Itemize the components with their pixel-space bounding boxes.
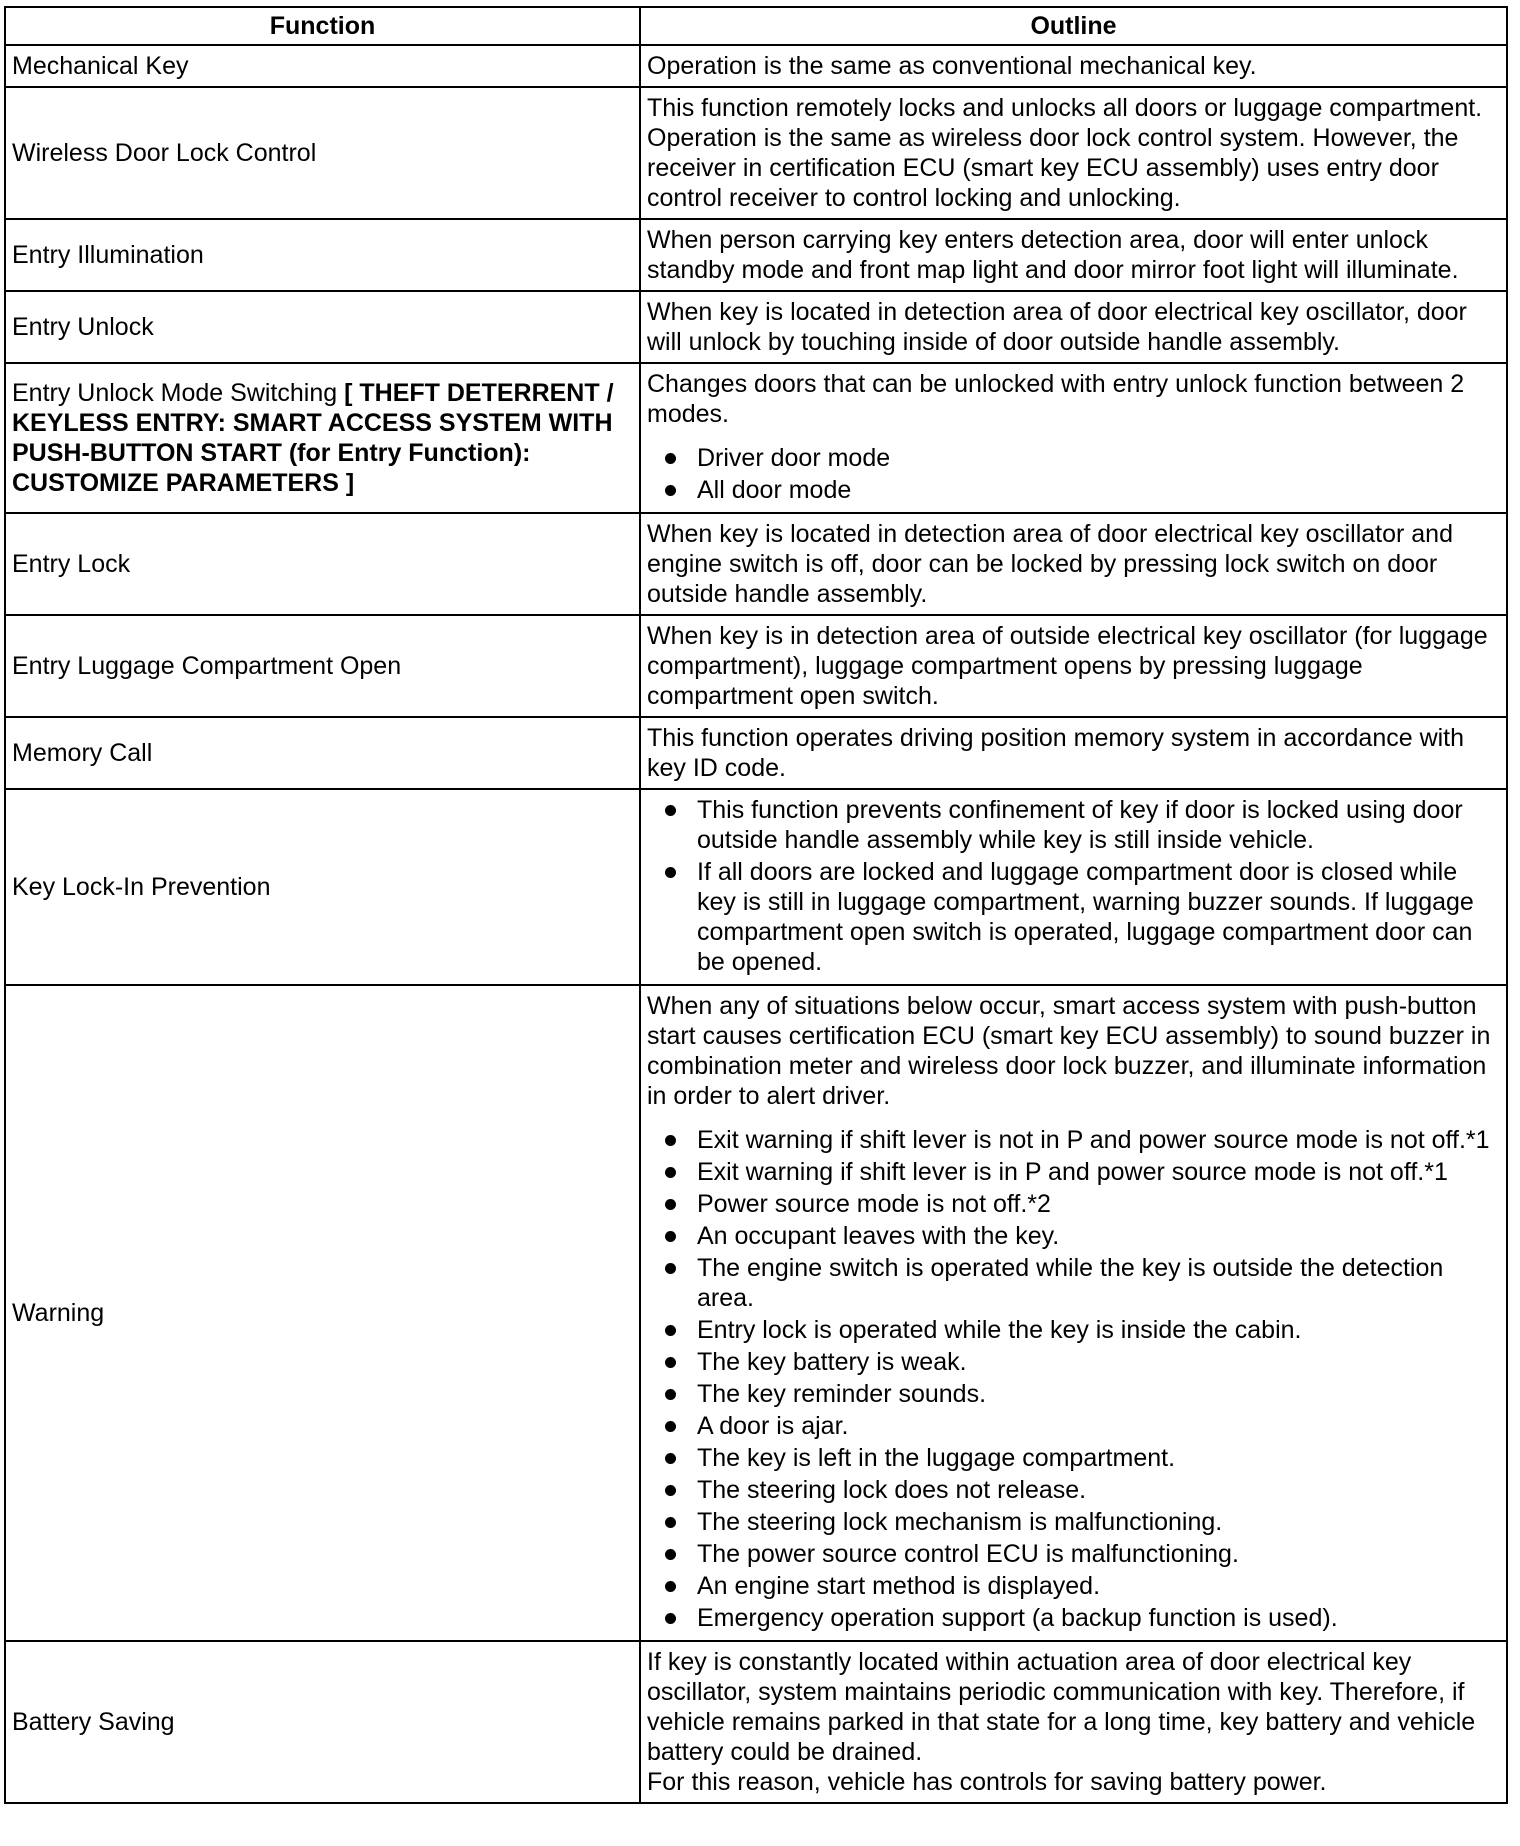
bullet-icon — [665, 1231, 676, 1242]
bullet-list — [647, 795, 1500, 977]
table-row — [5, 513, 1507, 615]
list-item-text: The steering lock mechanism is malfunctioning. — [697, 1508, 1223, 1536]
outline-text: This function operates driving position memory system in accordance with key ID code. — [647, 724, 1465, 782]
list-item — [647, 1315, 1500, 1345]
list-item — [647, 1253, 1500, 1313]
outline-text: Operation is the same as conventional mechanical key. — [647, 52, 1257, 80]
list-item — [647, 1603, 1500, 1633]
bullet-icon — [665, 805, 676, 816]
list-item-text: An occupant leaves with the key. — [697, 1222, 1060, 1250]
list-item-text: Exit warning if shift lever is not in P and power source mode is not off.*1 — [697, 1126, 1490, 1154]
outline-cell — [640, 513, 1507, 615]
outline-text: When key is located in detection area of door electrical key oscillator, door will unlock by touching inside of door outside handle assembly. — [647, 298, 1467, 356]
outline-cell — [640, 789, 1507, 985]
function-outline-table — [4, 6, 1508, 1804]
function-cell — [5, 363, 640, 513]
list-item-text: An engine start method is displayed. — [697, 1572, 1101, 1600]
outline-text-2: For this reason, vehicle has controls for saving battery power. — [647, 1768, 1327, 1796]
list-item — [647, 1189, 1500, 1219]
list-item-text: All door mode — [697, 476, 852, 504]
function-link-text[interactable]: [ THEFT DETERRENT / KEYLESS ENTRY: SMART ACCESS SYSTEM WITH PUSH-BUTTON START (for Entry Function): CUSTOMIZE PARAMETERS ] — [12, 379, 614, 497]
list-item — [647, 443, 1500, 473]
function-text: Entry Unlock Mode Switching — [12, 379, 345, 407]
list-item-text: Driver door mode — [697, 444, 891, 472]
list-item — [647, 1221, 1500, 1251]
table-row — [5, 45, 1507, 87]
outline-cell — [640, 985, 1507, 1641]
function-cell: Mechanical Key — [5, 45, 640, 87]
bullet-icon — [665, 1389, 676, 1400]
table-row — [5, 363, 1507, 513]
list-item-text: The engine switch is operated while the key is outside the detection area. — [697, 1254, 1444, 1312]
function-cell: Entry Unlock — [5, 291, 640, 363]
outline-cell — [640, 615, 1507, 717]
table-row — [5, 1641, 1507, 1803]
bullet-icon — [665, 1421, 676, 1432]
list-item — [647, 795, 1500, 855]
list-item-text: If all doors are locked and luggage compartment door is closed while key is still in luggage compartment, warning buzzer sounds. If luggage compartment open switch is operated, luggage compartment door can be opened. — [697, 858, 1474, 976]
bullet-icon — [665, 1549, 676, 1560]
outline-cell — [640, 45, 1507, 87]
bullet-icon — [665, 485, 676, 496]
list-item — [647, 857, 1500, 977]
outline-cell — [640, 717, 1507, 789]
function-cell: Key Lock-In Prevention — [5, 789, 640, 985]
list-item — [647, 1125, 1500, 1155]
list-item — [647, 1507, 1500, 1537]
outline-cell — [640, 1641, 1507, 1803]
list-item-text: The steering lock does not release. — [697, 1476, 1087, 1504]
table-row — [5, 789, 1507, 985]
outline-text: When key is located in detection area of door electrical key oscillator and engine switch is off, door can be locked by pressing lock switch on door outside handle assembly. — [647, 520, 1453, 608]
bullet-icon — [665, 1613, 676, 1624]
list-item-text: Entry lock is operated while the key is inside the cabin. — [697, 1316, 1302, 1344]
function-cell: Memory Call — [5, 717, 640, 789]
bullet-icon — [665, 1485, 676, 1496]
bullet-icon — [665, 1357, 676, 1368]
bullet-icon — [665, 1135, 676, 1146]
bullet-icon — [665, 1453, 676, 1464]
list-item — [647, 1347, 1500, 1377]
list-item-text: The key battery is weak. — [697, 1348, 967, 1376]
outline-text: Changes doors that can be unlocked with entry unlock function between 2 modes. — [647, 370, 1465, 428]
bullet-list — [647, 443, 1500, 505]
header-outline: Outline — [640, 7, 1507, 45]
table-row — [5, 615, 1507, 717]
list-item-text: The key reminder sounds. — [697, 1380, 987, 1408]
function-cell: Entry Lock — [5, 513, 640, 615]
list-item — [647, 1475, 1500, 1505]
list-item-text: Emergency operation support (a backup function is used). — [697, 1604, 1338, 1632]
outline-text: When any of situations below occur, smart access system with push-button start causes certification ECU (smart key ECU assembly) to sound buzzer in combination meter and wireless door lock buzzer, and illuminate information in order to alert driver. — [647, 992, 1491, 1110]
list-item-text: A door is ajar. — [697, 1412, 849, 1440]
header-function: Function — [5, 7, 640, 45]
outline-cell — [640, 363, 1507, 513]
list-item — [647, 475, 1500, 505]
outline-cell — [640, 219, 1507, 291]
function-cell: Wireless Door Lock Control — [5, 87, 640, 219]
table-row — [5, 717, 1507, 789]
function-cell: Entry Luggage Compartment Open — [5, 615, 640, 717]
outline-cell — [640, 87, 1507, 219]
bullet-list — [647, 1125, 1500, 1633]
list-item-text: This function prevents confinement of key if door is locked using door outside handle assembly while key is still inside vehicle. — [697, 796, 1463, 854]
function-cell: Battery Saving — [5, 1641, 640, 1803]
outline-text: This function remotely locks and unlocks all doors or luggage compartment. Operation is the same as wireless door lock control system. However, the receiver in certification ECU (smart key ECU assembly) uses entry door control receiver to control locking and unlocking. — [647, 94, 1483, 212]
function-cell: Warning — [5, 985, 640, 1641]
list-item — [647, 1443, 1500, 1473]
table-row — [5, 87, 1507, 219]
list-item — [647, 1571, 1500, 1601]
table-row — [5, 985, 1507, 1641]
bullet-icon — [665, 1167, 676, 1178]
bullet-icon — [665, 1581, 676, 1592]
bullet-icon — [665, 867, 676, 878]
list-item — [647, 1539, 1500, 1569]
table-row — [5, 219, 1507, 291]
outline-cell — [640, 291, 1507, 363]
bullet-icon — [665, 1325, 676, 1336]
bullet-icon — [665, 1263, 676, 1274]
table-row — [5, 291, 1507, 363]
bullet-icon — [665, 453, 676, 464]
function-cell: Entry Illumination — [5, 219, 640, 291]
list-item-text: Power source mode is not off.*2 — [697, 1190, 1051, 1218]
header-row — [5, 7, 1507, 45]
list-item — [647, 1411, 1500, 1441]
list-item-text: Exit warning if shift lever is in P and power source mode is not off.*1 — [697, 1158, 1448, 1186]
list-item-text: The power source control ECU is malfunctioning. — [697, 1540, 1239, 1568]
list-item — [647, 1157, 1500, 1187]
list-item-text: The key is left in the luggage compartment. — [697, 1444, 1176, 1472]
list-item — [647, 1379, 1500, 1409]
outline-text: If key is constantly located within actuation area of door electrical key oscillator, system maintains periodic communication with key. Therefore, if vehicle remains parked in that state for a long time, key battery and vehicle battery could be drained. — [647, 1648, 1476, 1766]
outline-text: When key is in detection area of outside electrical key oscillator (for luggage compartment), luggage compartment opens by pressing luggage compartment open switch. — [647, 622, 1488, 710]
bullet-icon — [665, 1517, 676, 1528]
outline-text: When person carrying key enters detection area, door will enter unlock standby mode and front map light and door mirror foot light will illuminate. — [647, 226, 1459, 284]
bullet-icon — [665, 1199, 676, 1210]
